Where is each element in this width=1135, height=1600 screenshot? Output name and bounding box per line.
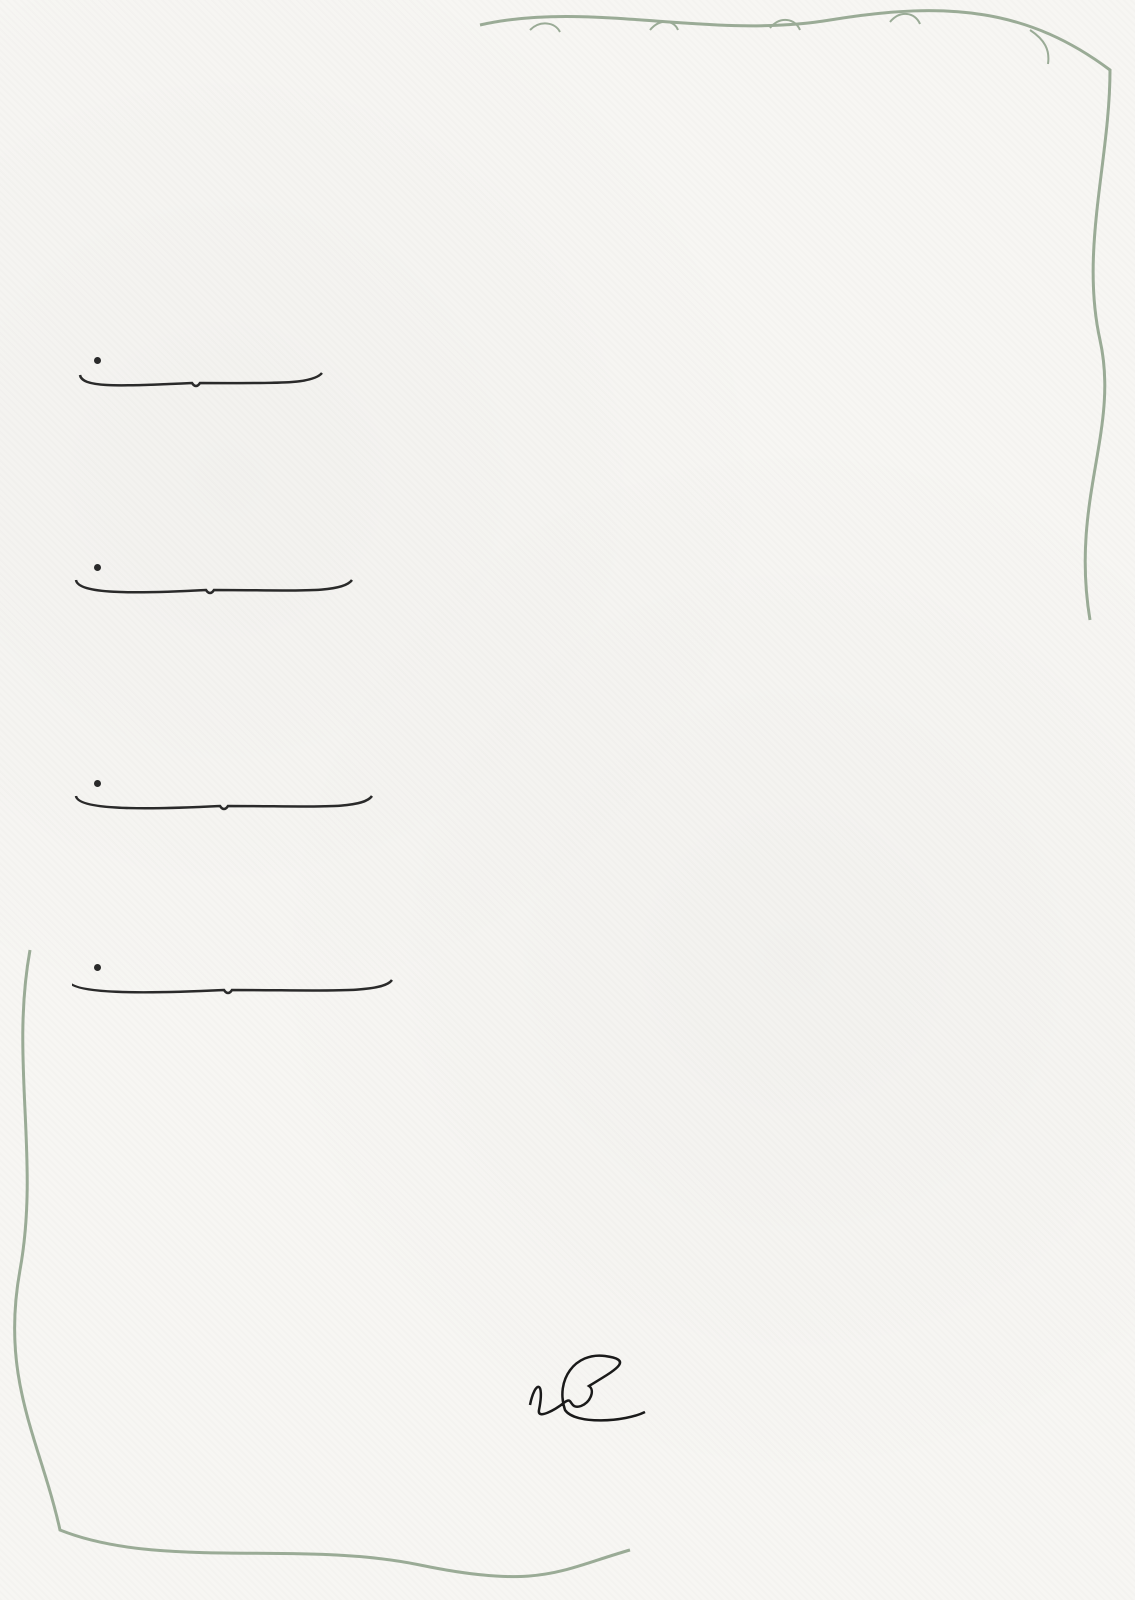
section-heading-4: [72, 952, 111, 992]
section-heading-2: [72, 552, 111, 592]
rose-border-top-right: [470, 0, 1135, 640]
signature-icon: [525, 1350, 665, 1434]
bullet-icon: [94, 780, 101, 787]
qr-code-icon: [820, 1294, 1028, 1502]
swirl-underline-icon: [72, 976, 412, 998]
bullet-icon: [94, 964, 101, 971]
swirl-underline-icon: [72, 576, 372, 598]
rose-vine-bottom-icon: [0, 940, 640, 1600]
bullet-icon: [94, 357, 101, 364]
section-heading-3: [72, 768, 111, 808]
rose-vine-icon: [470, 0, 1135, 640]
swirl-underline-icon: [72, 369, 332, 391]
section-heading-1: [72, 345, 111, 385]
swirl-underline-icon: [72, 792, 392, 814]
rose-border-bottom-left: [0, 940, 640, 1600]
bullet-icon: [94, 564, 101, 571]
